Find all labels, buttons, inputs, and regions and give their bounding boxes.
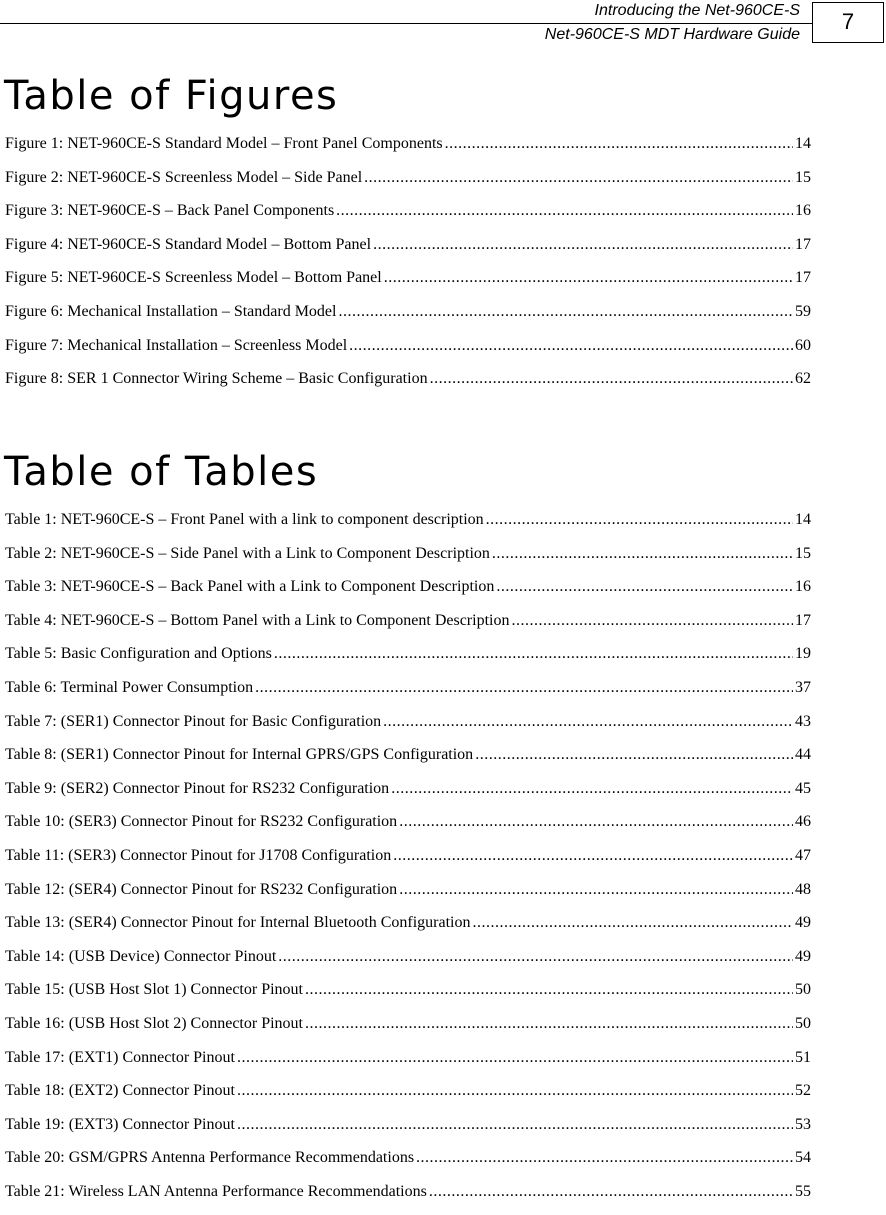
toc-leader-dots <box>338 302 793 322</box>
toc-entry-title: Figure 6: Mechanical Installation – Standard Model <box>5 302 337 320</box>
toc-entry-page: 47 <box>795 846 811 864</box>
toc-entry-page: 51 <box>795 1048 811 1066</box>
toc-entry-title: Table 10: (SER3) Connector Pinout for RS232 Configuration <box>5 813 398 831</box>
toc-entry-title: Table 2: NET-960CE-S – Side Panel with a Link to Component Description <box>5 544 490 562</box>
toc-entry-page: 14 <box>795 511 811 528</box>
toc-entry-title: Table 15: (USB Host Slot 1) Connector Pinout <box>5 981 303 999</box>
toc-leader-dots <box>445 134 793 154</box>
toc-entry-page: 17 <box>795 235 811 253</box>
toc-entry-page: 17 <box>795 269 811 287</box>
toc-leader-dots <box>391 779 793 799</box>
toc-entry[interactable] <box>5 134 811 168</box>
figures-list <box>5 134 811 403</box>
toc-entry-title: Table 16: (USB Host Slot 2) Connector Pinout <box>5 1014 303 1032</box>
header-guide-title: Net-960CE-S MDT Hardware Guide <box>544 26 800 43</box>
toc-entry-page: 60 <box>795 336 811 354</box>
toc-entry[interactable] <box>5 980 811 1014</box>
toc-entry[interactable] <box>5 1182 811 1215</box>
toc-entry[interactable] <box>5 1115 811 1149</box>
toc-entry-page: 45 <box>795 779 811 797</box>
toc-entry-page: 49 <box>795 947 811 965</box>
toc-entry-page: 50 <box>795 1014 811 1032</box>
toc-entry[interactable] <box>5 947 811 981</box>
toc-leader-dots <box>393 846 793 866</box>
toc-entry[interactable] <box>5 745 811 779</box>
toc-entry-title: Table 13: (SER4) Connector Pinout for Internal Bluetooth Configuration <box>5 914 471 932</box>
toc-entry[interactable] <box>5 336 811 370</box>
toc-entry-page: 37 <box>795 678 811 696</box>
toc-leader-dots <box>255 678 793 698</box>
toc-leader-dots <box>416 1148 793 1168</box>
toc-entry-page: 52 <box>795 1082 811 1100</box>
toc-leader-dots <box>496 577 793 597</box>
toc-leader-dots <box>373 235 793 255</box>
toc-entry-title: Table 18: (EXT2) Connector Pinout <box>5 1082 235 1100</box>
toc-entry[interactable] <box>5 1014 811 1048</box>
toc-leader-dots <box>399 812 793 832</box>
toc-entry-title: Table 19: (EXT3) Connector Pinout <box>5 1115 235 1133</box>
toc-entry[interactable] <box>5 1048 811 1082</box>
toc-entry-title: Table 14: (USB Device) Connector Pinout <box>5 947 277 965</box>
toc-entry-title: Table 7: (SER1) Connector Pinout for Basic Configuration <box>5 712 382 730</box>
tables-heading: Table of Tables <box>4 449 319 495</box>
toc-leader-dots <box>237 1115 793 1135</box>
toc-leader-dots <box>486 510 793 530</box>
toc-entry[interactable] <box>5 846 811 880</box>
toc-leader-dots <box>511 611 793 631</box>
toc-entry-title: Figure 8: SER 1 Connector Wiring Scheme – Basic Configuration <box>5 370 428 388</box>
toc-entry-page: 54 <box>795 1149 811 1167</box>
toc-leader-dots <box>472 913 793 933</box>
toc-entry-page: 16 <box>795 202 811 220</box>
toc-leader-dots <box>274 644 793 664</box>
toc-leader-dots <box>384 268 793 288</box>
toc-entry[interactable] <box>5 913 811 947</box>
toc-entry[interactable] <box>5 644 811 678</box>
toc-entry-page: 59 <box>795 302 811 320</box>
toc-leader-dots <box>237 1048 793 1068</box>
toc-entry[interactable] <box>5 812 811 846</box>
toc-entry[interactable] <box>5 235 811 269</box>
toc-entry-page: 16 <box>795 578 811 596</box>
toc-leader-dots <box>430 369 793 389</box>
toc-leader-dots <box>475 745 793 765</box>
toc-entry-title: Table 20: GSM/GPRS Antenna Performance Recommendations <box>5 1149 415 1167</box>
page-header <box>0 0 886 46</box>
toc-entry[interactable] <box>5 880 811 914</box>
toc-leader-dots <box>492 544 793 564</box>
toc-leader-dots <box>349 336 793 356</box>
toc-entry[interactable] <box>5 577 811 611</box>
toc-entry-title: Figure 4: NET-960CE-S Standard Model – Bottom Panel <box>5 235 372 253</box>
toc-entry[interactable] <box>5 510 811 544</box>
header-divider <box>0 23 812 24</box>
toc-leader-dots <box>305 1014 793 1034</box>
toc-entry[interactable] <box>5 302 811 336</box>
toc-leader-dots <box>237 1081 793 1101</box>
toc-entry-page: 49 <box>795 914 811 932</box>
toc-entry[interactable] <box>5 678 811 712</box>
toc-entry-page: 14 <box>795 135 811 152</box>
toc-entry-title: Table 5: Basic Configuration and Options <box>5 645 272 663</box>
toc-entry-page: 62 <box>795 370 811 388</box>
toc-leader-dots <box>278 947 793 967</box>
page-number-box <box>812 2 884 43</box>
toc-entry-title: Figure 7: Mechanical Installation – Screenless Model <box>5 336 348 354</box>
toc-entry-title: Table 17: (EXT1) Connector Pinout <box>5 1048 235 1066</box>
toc-entry-title: Table 3: NET-960CE-S – Back Panel with a Link to Component Description <box>5 578 495 596</box>
toc-leader-dots <box>383 712 793 732</box>
toc-leader-dots <box>305 980 793 1000</box>
tables-list <box>5 510 811 1215</box>
header-chapter-title: Introducing the Net-960CE-S <box>594 2 800 19</box>
toc-entry-page: 44 <box>795 746 811 764</box>
toc-entry[interactable] <box>5 544 811 578</box>
toc-entry-title: Figure 3: NET-960CE-S – Back Panel Components <box>5 202 335 220</box>
toc-entry-page: 15 <box>795 544 811 562</box>
toc-entry[interactable] <box>5 1081 811 1115</box>
toc-entry-title: Figure 5: NET-960CE-S Screenless Model – Bottom Panel <box>5 269 382 287</box>
toc-entry-page: 50 <box>795 981 811 999</box>
toc-entry-page: 43 <box>795 712 811 730</box>
toc-entry-page: 19 <box>795 645 811 663</box>
toc-leader-dots <box>364 168 793 188</box>
toc-entry-title: Figure 1: NET-960CE-S Standard Model – Front Panel Components <box>5 135 443 152</box>
toc-entry-page: 53 <box>795 1115 811 1133</box>
figures-heading: Table of Figures <box>4 73 339 119</box>
toc-entry-title: Table 12: (SER4) Connector Pinout for RS232 Configuration <box>5 880 398 898</box>
toc-entry[interactable] <box>5 201 811 235</box>
toc-entry-title: Table 9: (SER2) Connector Pinout for RS232 Configuration <box>5 779 390 797</box>
toc-entry-title: Table 4: NET-960CE-S – Bottom Panel with a Link to Component Description <box>5 611 510 629</box>
toc-entry-title: Table 11: (SER3) Connector Pinout for J1708 Configuration <box>5 846 392 864</box>
toc-leader-dots <box>336 201 793 221</box>
toc-entry[interactable] <box>5 712 811 746</box>
toc-entry-title: Table 1: NET-960CE-S – Front Panel with a link to component description <box>5 511 484 528</box>
toc-entry-title: Table 8: (SER1) Connector Pinout for Internal GPRS/GPS Configuration <box>5 746 474 764</box>
toc-entry[interactable] <box>5 369 811 403</box>
toc-leader-dots <box>429 1182 793 1202</box>
toc-entry-title: Table 6: Terminal Power Consumption <box>5 678 254 696</box>
toc-entry-title: Figure 2: NET-960CE-S Screenless Model – Side Panel <box>5 168 363 186</box>
toc-entry[interactable] <box>5 611 811 645</box>
page-number: 7 <box>841 9 855 34</box>
toc-entry[interactable] <box>5 268 811 302</box>
toc-entry-page: 17 <box>795 611 811 629</box>
toc-entry-page: 48 <box>795 880 811 898</box>
toc-entry[interactable] <box>5 779 811 813</box>
toc-entry[interactable] <box>5 168 811 202</box>
toc-entry-page: 55 <box>795 1182 811 1200</box>
toc-leader-dots <box>399 880 793 900</box>
toc-entry-page: 15 <box>795 168 811 186</box>
toc-entry-title: Table 21: Wireless LAN Antenna Performance Recommendations <box>5 1182 427 1200</box>
toc-entry-page: 46 <box>795 813 811 831</box>
toc-entry[interactable] <box>5 1148 811 1182</box>
